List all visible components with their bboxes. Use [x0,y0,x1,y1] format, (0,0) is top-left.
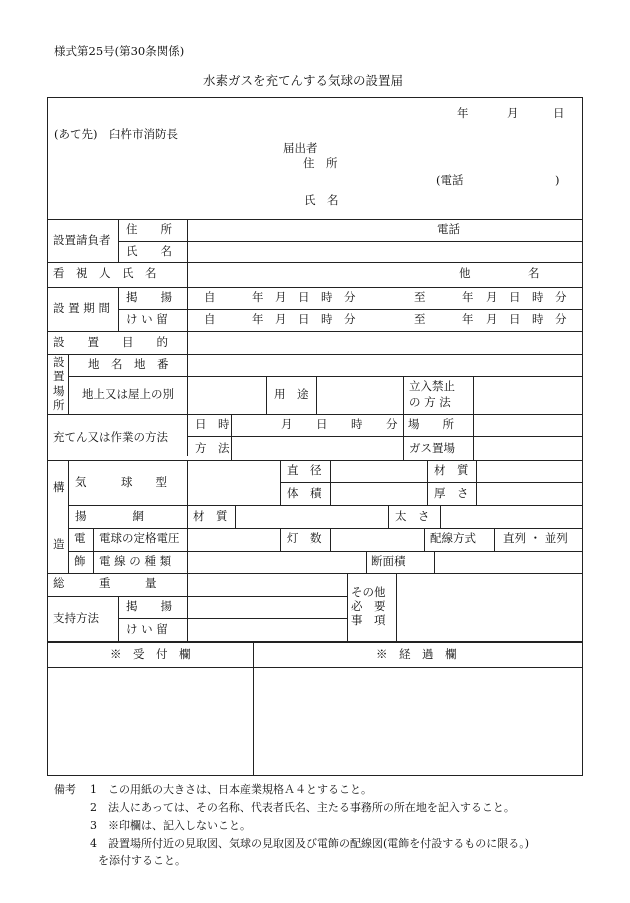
place-label-2: 置 [53,369,65,383]
period-mooring-label: け い 留 [126,312,168,326]
day-label: 日 [316,417,328,431]
lot-label: 地 名 地 番 [88,357,169,371]
year-label: 年 [252,312,264,326]
note-1: 1 この用紙の大きさは、日本産業規格Ａ４とすること。 [90,783,372,796]
support-mooring-label: け い 留 [126,622,168,636]
lamp-count-label: 灯 数 [287,531,322,545]
purpose-label: 設 置 目 的 [53,335,168,349]
other-label-2: 必 要 [351,599,386,613]
net-material-label: 材 質 [193,509,228,523]
applicant-name-label: 氏 名 [304,193,339,207]
year-label: 年 [462,290,474,304]
fill-method-label: 方 法 [195,441,230,455]
hour-label: 時 [532,290,544,304]
month-label: 月 [281,417,293,431]
contractor-address-label: 住 所 [126,222,172,236]
minute-label: 分 [344,290,356,304]
to-label: 至 [414,290,426,304]
month-label: 月 [275,312,287,326]
balloon-type-label: 気 球 型 [75,475,167,489]
addressee: (あて先) 臼杵市消防長 [54,127,178,141]
wiring-method-label: 配線方式 [430,531,476,545]
period-raising-label: 掲 揚 [126,290,172,304]
date-month: 月 [507,106,519,120]
progress-label: ※ 経 過 欄 [376,647,457,661]
minute-label: 分 [344,312,356,326]
hour-label: 時 [321,312,333,326]
volume-label: 体 積 [287,486,322,500]
reception-frame [47,642,583,776]
form-title: 水素ガスを充てんする気球の設置届 [203,73,404,88]
structure-label-2: 造 [53,537,65,551]
month-label: 月 [486,312,498,326]
place-label-4: 所 [53,398,65,412]
place-label-3: 場 [53,384,65,398]
structure-label-1: 構 [53,480,65,494]
day-label: 日 [298,290,310,304]
applicant-label: 届出者 [283,141,318,155]
cross-section-label: 断面積 [371,554,406,568]
method-label: 充てん又は作業の方法 [53,430,168,444]
contractor-label: 設置請負者 [53,233,111,247]
use-label: 用 途 [274,387,309,401]
minute-label: 分 [386,417,398,431]
other-label-3: 事 項 [351,613,386,627]
period-label: 設 置 期 間 [53,301,110,315]
datetime-label: 日 時 [195,417,230,431]
support-raising-label: 掲 揚 [126,599,172,613]
supervisor-label: 看 視 人 氏 名 [53,266,157,280]
day-label: 日 [509,290,521,304]
fill-place-label: 場 所 [408,417,454,431]
month-label: 月 [275,290,287,304]
gas-storage-label: ガス置場 [409,441,455,455]
balloon-thickness-label: 厚 さ [434,486,469,500]
support-method-label: 支持方法 [53,611,99,625]
wire-type-label: 電 線 の 種 類 [99,554,172,568]
phone-open: (電話 [436,173,464,187]
note-4: 4 設置場所付近の見取図、気球の見取図及び電飾の配線図(電飾を付設するものに限る。) [90,837,530,850]
phone-close: ) [555,173,560,187]
balloon-material-label: 材 質 [434,463,469,477]
note-3: 3 ※印欄は、記入しないこと。 [90,819,251,832]
total-weight-label: 総 重 量 [53,576,157,590]
minute-label: 分 [555,290,567,304]
place-label-1: 設 [53,355,65,369]
hour-label: 時 [321,290,333,304]
form-number: 様式第25号(第30条関係) [54,44,185,58]
hour-label: 時 [532,312,544,326]
hour-label: 時 [351,417,363,431]
supervisor-others-label: 他 名 [459,266,540,280]
wiring-method-value: 直列 ・ 並列 [503,531,568,545]
from-label: 自 [204,312,216,326]
note-4-continued: を添付すること。 [98,854,186,867]
ground-roof-label: 地上又は屋上の別 [82,387,174,401]
to-label: 至 [414,312,426,326]
reception-label: ※ 受 付 欄 [110,647,191,661]
notes-label: 備考 [54,783,76,796]
other-label-1: その他 [351,585,386,599]
date-year: 年 [457,106,469,120]
decoration-label-2: 飾 [74,554,86,568]
day-label: 日 [509,312,521,326]
day-label: 日 [298,312,310,326]
minute-label: 分 [555,312,567,326]
net-label: 揚 網 [75,509,144,523]
date-day: 日 [553,106,565,120]
note-2: 2 法人にあっては、その名称、代表者氏名、主たる事務所の所在地を記入すること。 [90,801,515,814]
net-thickness-label: 太 さ [395,509,430,523]
restriction-label-1: 立入禁止 [409,379,455,393]
contractor-phone-label: 電話 [437,222,460,236]
year-label: 年 [252,290,264,304]
rated-voltage-label: 電球の定格電圧 [99,531,180,545]
month-label: 月 [486,290,498,304]
contractor-name-label: 氏 名 [126,244,172,258]
decoration-label-1: 電 [74,531,86,545]
applicant-address-label: 住 所 [303,156,338,170]
from-label: 自 [204,290,216,304]
diameter-label: 直 径 [287,463,322,477]
restriction-label-2: の 方 法 [409,395,451,409]
year-label: 年 [462,312,474,326]
